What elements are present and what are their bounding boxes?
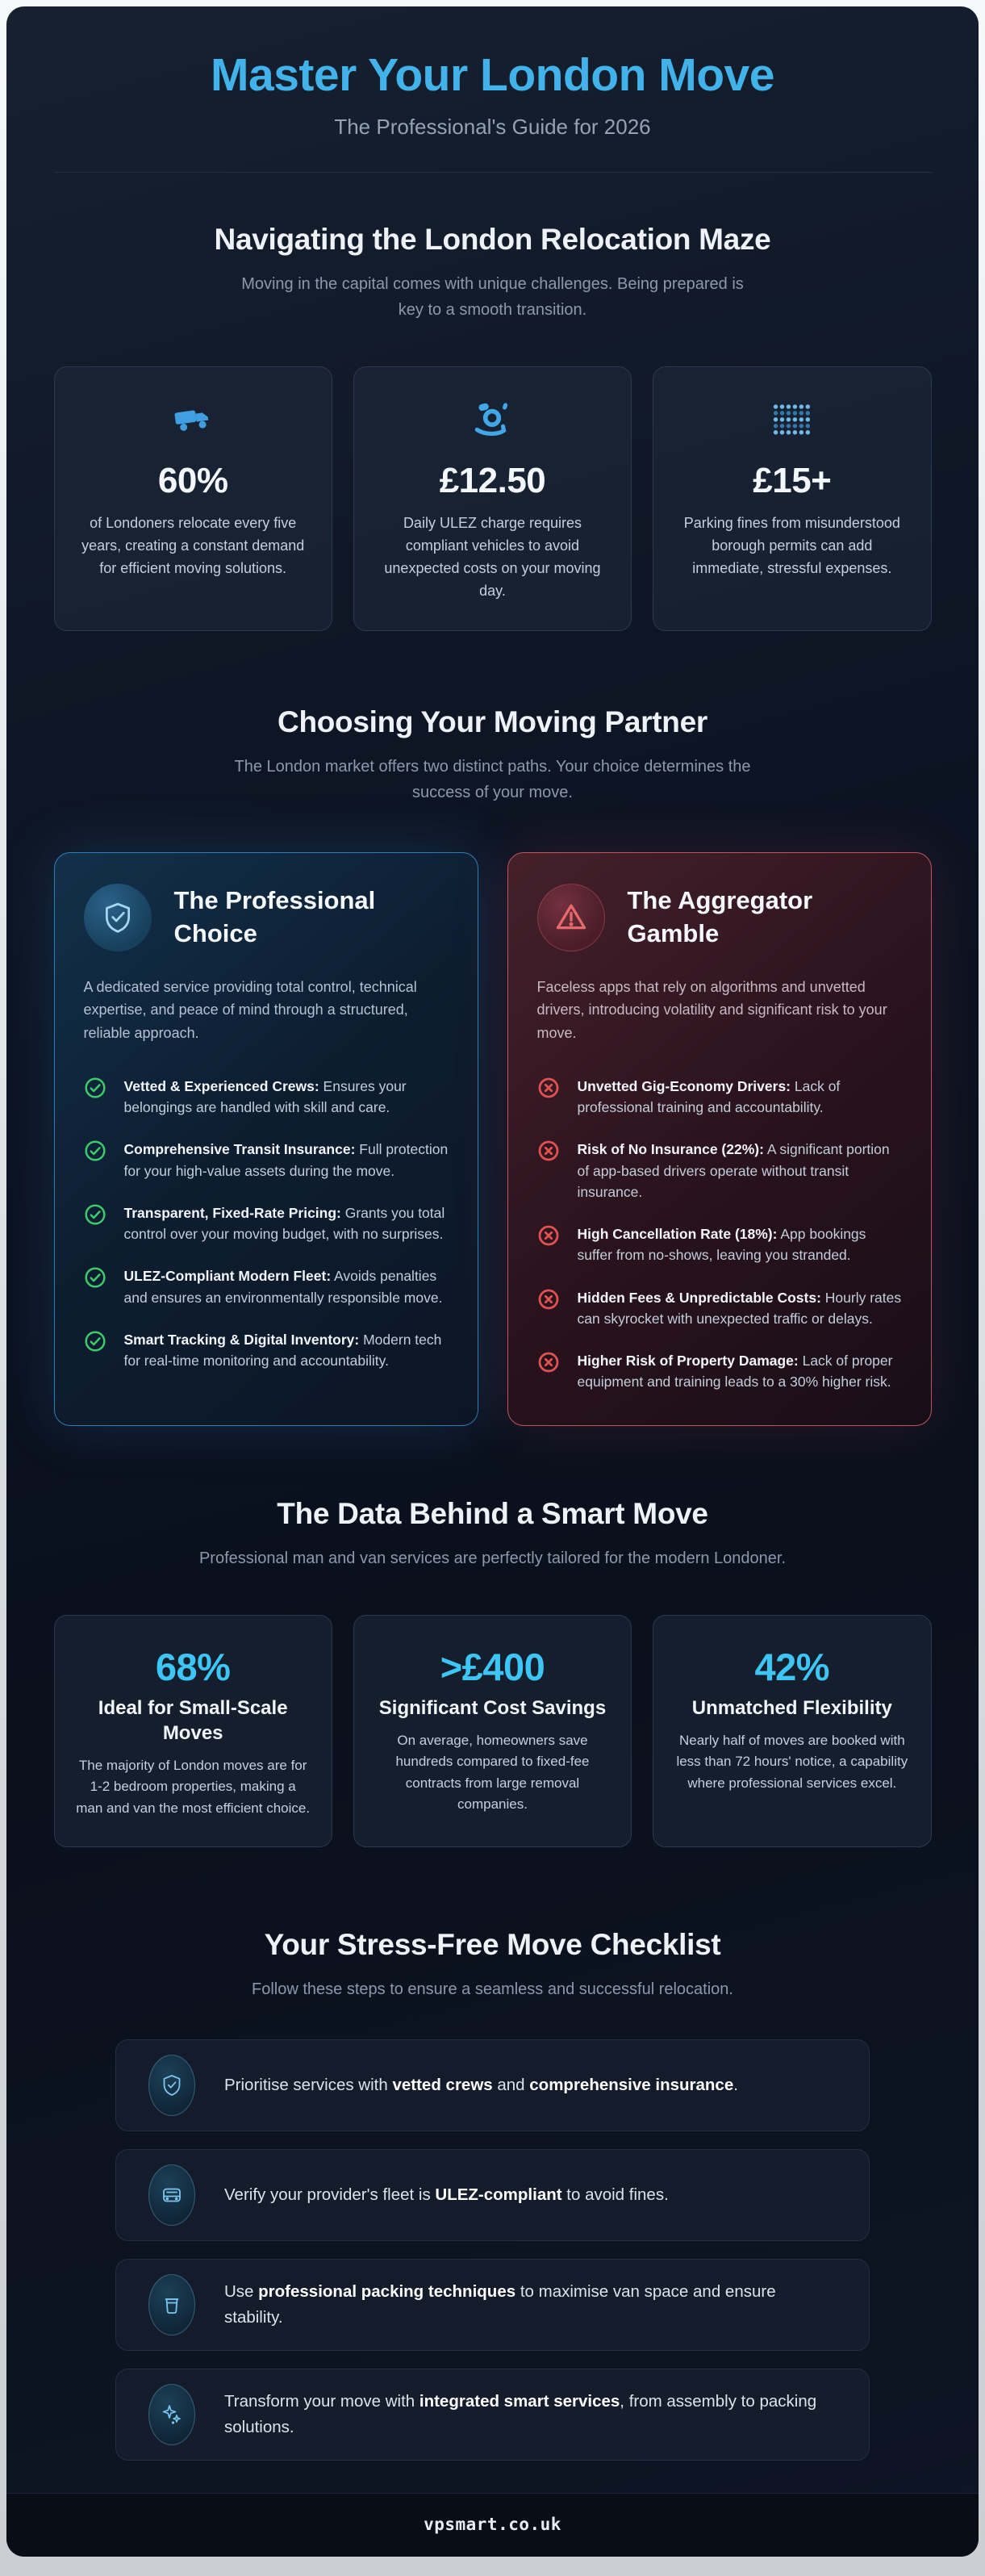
shield-check-icon — [84, 884, 152, 951]
checklist-item: Verify your provider's fleet is ULEZ-compliant to avoid fines. — [115, 2149, 870, 2241]
footer-site-url: vpsmart.co.uk — [424, 2515, 561, 2535]
aggregator-gamble-card — [507, 852, 932, 1426]
risk-item: Higher Risk of Property Damage: Lack of proper equipment and training leads to a 30% higher risk. — [537, 1350, 902, 1393]
card-title: The Aggregator Gamble — [627, 886, 813, 947]
card-desc: Faceless apps that rely on algorithms and unvetted drivers, introducing volatility and significant risk to your move. — [536, 978, 887, 1042]
page-title: Master Your London Move — [211, 49, 774, 101]
stat-desc: of Londoners relocate every five years, creating a constant demand for efficient moving solutions. — [81, 515, 305, 576]
stat-card-flexibility — [653, 1615, 931, 1847]
sparkles-icon — [148, 2384, 195, 2445]
checklist-item: Transform your move with integrated smart services, from assembly to packing solutions. — [115, 2369, 870, 2461]
infographic-poster — [6, 6, 979, 2557]
checklist-item: Prioritise services with vetted crews and comprehensive insurance. — [115, 2039, 870, 2131]
checklist-item: Use professional packing techniques to maximise van space and ensure stability. — [115, 2259, 870, 2351]
check-circle-icon — [84, 1077, 106, 1099]
packing-box-icon — [148, 2274, 195, 2336]
section-checklist — [54, 1928, 932, 2461]
comparison-cards — [54, 852, 932, 1426]
stat-title: Ideal for Small-Scale Moves — [98, 1696, 288, 1744]
stat-title: Significant Cost Savings — [378, 1696, 607, 1719]
card-title: The Professional Choice — [173, 886, 376, 947]
risk-item: Unvetted Gig-Economy Drivers: Lack of professional training and accountability. — [537, 1076, 902, 1119]
feature-item: Transparent, Fixed-Rate Pricing: Grants you total control over your moving budget, with no surprises. — [84, 1202, 449, 1245]
section-subheading: Moving in the capital comes with unique challenges. Being prepared is key to a smooth transition. — [241, 275, 744, 319]
footer — [6, 2493, 979, 2557]
section-subheading: Follow these steps to ensure a seamless and successful relocation. — [252, 1980, 733, 1999]
shield-check-icon — [148, 2055, 195, 2116]
ulez-charge-icon — [470, 396, 514, 445]
risk-item: High Cancellation Rate (18%): App bookings suffer from no-shows, leaving you stranded. — [537, 1223, 902, 1266]
stat-value: 60% — [157, 461, 228, 500]
aggregator-risk-list — [537, 1076, 902, 1393]
professional-choice-card — [54, 852, 478, 1426]
stat-value: >£400 — [440, 1645, 545, 1688]
section-heading: Your Stress-Free Move Checklist — [264, 1928, 721, 1962]
feature-item: ULEZ-Compliant Modern Fleet: Avoids penalties and ensures an environmentally responsible move. — [84, 1265, 449, 1308]
checklist-rows — [115, 2039, 870, 2461]
warning-triangle-icon — [537, 884, 605, 951]
x-circle-icon — [537, 1224, 560, 1247]
check-circle-icon — [84, 1266, 106, 1289]
section-subheading: Professional man and van services are perfectly tailored for the modern Londoner. — [198, 1549, 787, 1567]
header-divider — [54, 172, 932, 173]
moving-truck-icon — [171, 396, 215, 445]
feature-item: Comprehensive Transit Insurance: Full protection for your high-value assets during the move. — [84, 1139, 449, 1181]
parking-permit-grid-icon — [772, 396, 812, 445]
section-heading: Navigating the London Relocation Maze — [214, 223, 771, 256]
maze-stat-cards — [54, 366, 932, 631]
risk-item: Risk of No Insurance (22%): A significant portion of app-based drivers operate without transit insurance. — [537, 1139, 902, 1202]
stat-desc: Daily ULEZ charge requires compliant vehicles to avoid unexpected costs on your moving day. — [384, 515, 601, 599]
stat-value: £15+ — [753, 461, 832, 500]
stat-value: 68% — [155, 1645, 231, 1688]
stat-desc: Parking fines from misunderstood borough permits can add immediate, stressful expenses. — [683, 515, 900, 576]
data-stat-cards — [54, 1615, 932, 1847]
stat-value: 42% — [754, 1645, 830, 1688]
stat-value: £12.50 — [439, 461, 546, 500]
stat-card-relocation — [54, 366, 332, 631]
stat-card-small-moves — [54, 1615, 332, 1847]
section-heading: The Data Behind a Smart Move — [277, 1496, 708, 1530]
feature-item: Vetted & Experienced Crews: Ensures your belongings are handled with skill and care. — [84, 1076, 449, 1119]
section-smart-move-data — [54, 1497, 932, 1847]
stat-desc: The majority of London moves are for 1-2 bedroom properties, making a man and van the most efficient choice. — [76, 1758, 311, 1816]
x-circle-icon — [537, 1288, 560, 1311]
stat-desc: On average, homeowners save hundreds compared to fixed-fee contracts from large removal companies. — [395, 1732, 590, 1812]
section-heading: Choosing Your Moving Partner — [278, 705, 707, 738]
professional-feature-list — [84, 1076, 449, 1372]
x-circle-icon — [537, 1140, 560, 1162]
section-relocation-maze — [54, 223, 932, 631]
page-subtitle: The Professional's Guide for 2026 — [334, 115, 651, 139]
feature-item: Smart Tracking & Digital Inventory: Modern tech for real-time monitoring and accountability. — [84, 1329, 449, 1372]
check-circle-icon — [84, 1140, 106, 1162]
header — [6, 6, 979, 173]
van-front-icon — [148, 2164, 195, 2226]
x-circle-icon — [537, 1077, 560, 1099]
stat-title: Unmatched Flexibility — [691, 1696, 892, 1719]
card-desc: A dedicated service providing total control, technical expertise, and peace of mind through a structured, reliable approach. — [83, 978, 417, 1042]
stat-card-cost-savings — [353, 1615, 632, 1847]
stat-card-parking — [653, 366, 931, 631]
section-moving-partner — [54, 705, 932, 1426]
x-circle-icon — [537, 1351, 560, 1374]
section-subheading: The London market offers two distinct paths. Your choice determines the success of your move. — [234, 757, 751, 801]
check-circle-icon — [84, 1330, 106, 1353]
stat-card-ulez — [353, 366, 632, 631]
check-circle-icon — [84, 1203, 106, 1226]
stat-desc: Nearly half of moves are booked with less than 72 hours' notice, a capability where professional services excel. — [676, 1732, 908, 1791]
risk-item: Hidden Fees & Unpredictable Costs: Hourly rates can skyrocket with unexpected traffic or delays. — [537, 1287, 902, 1330]
